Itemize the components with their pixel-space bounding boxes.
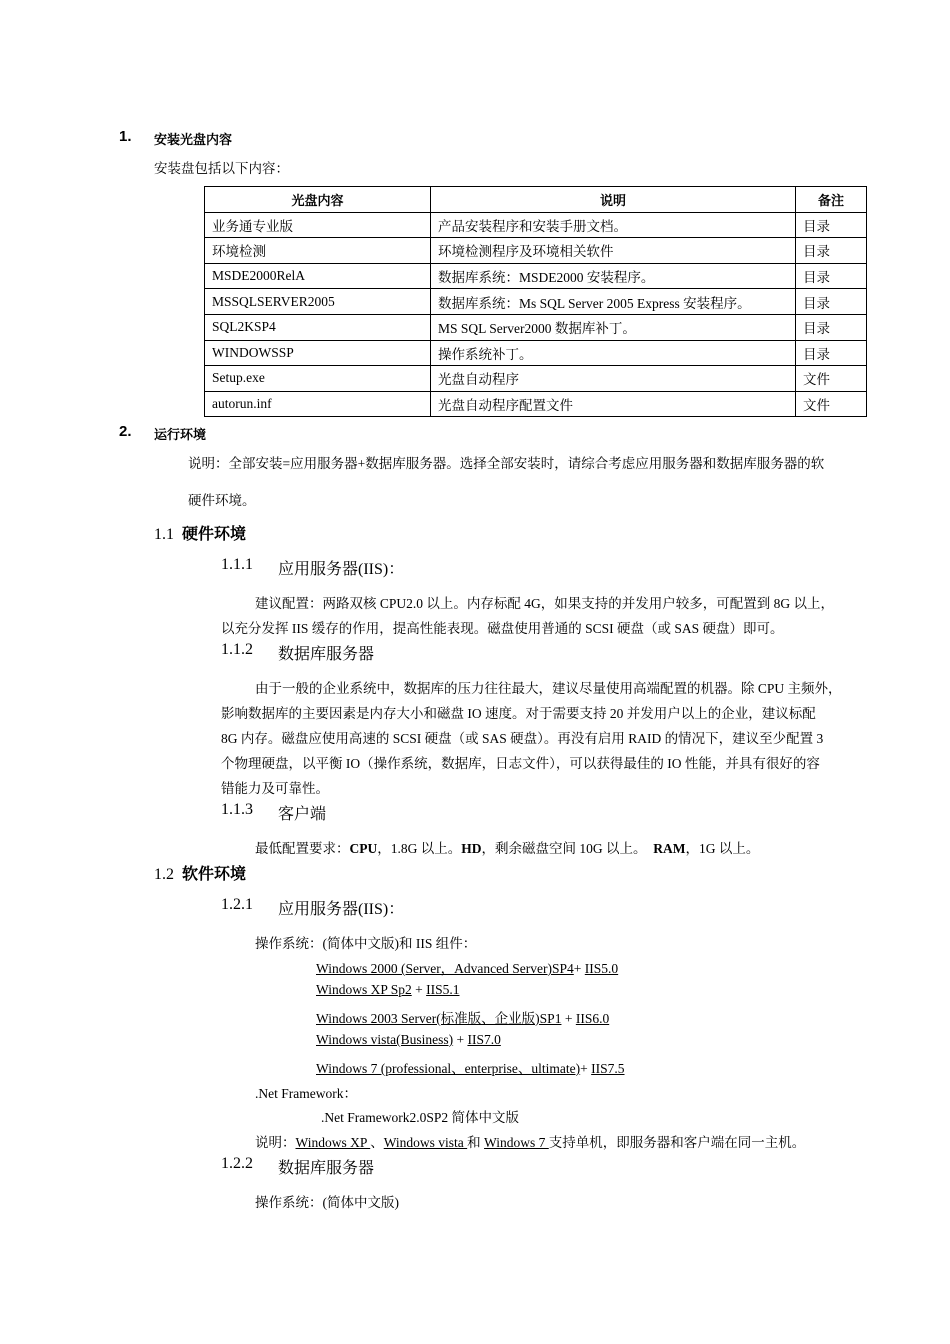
section-1-number: 1. xyxy=(119,128,132,145)
heading-1-1-number: 1.1 xyxy=(154,526,174,543)
section-2-note-line1: 说明：全部安装=应用服务器+数据库服务器。选择全部安装时，请综合考虑应用服务器和数据库服务器的软 xyxy=(188,456,825,471)
table-cell: 目录 xyxy=(796,238,867,264)
note-link-windows-vista[interactable]: Windows vista xyxy=(383,1135,468,1150)
iis-link[interactable]: IIS7.5 xyxy=(591,1061,625,1076)
note-prefix: 说明： xyxy=(255,1135,296,1150)
heading-1-2-number: 1.2 xyxy=(154,866,174,883)
table-cell: 数据库系统：Ms SQL Server 2005 Express 安装程序。 xyxy=(431,289,796,315)
os-list-item xyxy=(316,982,459,998)
os-link[interactable]: Windows 2000 (Server，Advanced Server)SP4 xyxy=(316,961,574,976)
table-cell: MS SQL Server2000 数据库补丁。 xyxy=(431,314,796,340)
os-plus: + xyxy=(561,1011,576,1026)
heading-1-1-2-number: 1.1.2 xyxy=(221,641,253,658)
heading-1-2-1-number: 1.2.1 xyxy=(221,896,253,913)
os-plus: + xyxy=(580,1061,592,1076)
iis-link[interactable]: IIS7.0 xyxy=(467,1032,501,1047)
os-link[interactable]: Windows vista(Business) xyxy=(316,1032,454,1047)
heading-1-2-2-number: 1.2.2 xyxy=(221,1155,253,1172)
header-remark: 备注 xyxy=(796,187,867,213)
table-cell: 光盘自动程序 xyxy=(431,366,796,392)
table-cell: autorun.inf xyxy=(205,391,431,417)
os-plus: + xyxy=(411,982,427,997)
net-framework-value: .Net Framework2.0SP2 简体中文版 xyxy=(321,1110,519,1125)
table-cell: 目录 xyxy=(796,212,867,238)
os-plus: + xyxy=(453,1032,468,1047)
client-req-hd-value: ，剩余磁盘空间 10G 以上。 xyxy=(481,841,650,856)
client-requirements xyxy=(255,837,759,857)
client-req-cpu-value: ，1.8G 以上。 xyxy=(377,841,462,856)
table-cell: 目录 xyxy=(796,289,867,315)
table-row xyxy=(205,314,867,340)
heading-1-1-3-number: 1.1.3 xyxy=(221,801,253,818)
net-framework-label: .Net Framework： xyxy=(255,1086,357,1101)
table-row xyxy=(205,340,867,366)
note-sep: 和 xyxy=(467,1135,485,1150)
iis-link[interactable]: IIS5.0 xyxy=(584,961,619,976)
client-req-hd-label: HD xyxy=(461,841,482,856)
section-2-number: 2. xyxy=(119,423,132,440)
heading-1-1-1-number: 1.1.1 xyxy=(221,556,253,573)
section-1-intro: 安装盘包括以下内容： xyxy=(154,161,289,176)
table-cell: 文件 xyxy=(796,391,867,417)
os-list-item xyxy=(316,1032,501,1048)
para-1-1-2-line2: 影响数据库的主要因素是内存大小和磁盘 IO 速度。对于需要支持 20 并发用户以上的企业，建议标配 xyxy=(221,706,816,721)
section-2-note-line2: 硬件环境。 xyxy=(188,493,256,508)
heading-1-2 xyxy=(154,861,246,884)
client-req-cpu-label: CPU xyxy=(349,841,378,856)
client-req-ram-value: ，1G 以上。 xyxy=(685,841,760,856)
para-1-1-2-line4: 个物理硬盘，以平衡 IO（操作系统，数据库，日志文件），可以获得最佳的 IO 性能，并具有很好的容 xyxy=(221,756,820,771)
os-link[interactable]: Windows 7 (professional、enterprise、ultimate) xyxy=(316,1061,581,1076)
heading-1-2-title: 软件环境 xyxy=(182,866,247,883)
note-link-windows-7[interactable]: Windows 7 xyxy=(484,1135,549,1150)
table-cell: 操作系统补丁。 xyxy=(431,340,796,366)
heading-1-2-2-title: 数据库服务器 xyxy=(278,1160,375,1177)
para-1-1-2-line5: 错能力及可靠性。 xyxy=(221,781,329,796)
os-plus: + xyxy=(573,961,585,976)
table-row xyxy=(205,263,867,289)
db-os-requirement-line: 操作系统：(简体中文版) xyxy=(255,1195,399,1210)
os-link[interactable]: Windows XP Sp2 xyxy=(316,982,412,997)
para-1-1-1-line1: 建议配置：两路双核 CPU2.0 以上。内存标配 4G，如果支持的并发用户较多，可配置到 8G 以上， xyxy=(255,596,835,611)
note-sep: 、 xyxy=(370,1135,384,1150)
note-suffix: 支持单机，即服务器和客户端在同一主机。 xyxy=(548,1135,806,1150)
table-cell: Setup.exe xyxy=(205,366,431,392)
para-1-1-2-line3: 8G 内存。磁盘应使用高速的 SCSI 硬盘（或 SAS 硬盘）。再没有启用 RAID 的情况下，建议至少配置 3 xyxy=(221,731,824,746)
table-cell: 目录 xyxy=(796,340,867,366)
iis-link[interactable]: IIS6.0 xyxy=(575,1011,610,1026)
client-req-prefix: 最低配置要求： xyxy=(255,841,350,856)
table-cell: 目录 xyxy=(796,263,867,289)
para-1-1-1-line2: 以充分发挥 IIS 缓存的作用，提高性能表现。磁盘使用普通的 SCSI 硬盘（或 SAS 硬盘）即可。 xyxy=(221,621,784,636)
table-cell: 文件 xyxy=(796,366,867,392)
os-list-item xyxy=(316,957,618,977)
table-cell: 光盘自动程序配置文件 xyxy=(431,391,796,417)
table-cell: 业务通专业版 xyxy=(205,212,431,238)
iis-link[interactable]: IIS5.1 xyxy=(426,982,460,997)
table-row xyxy=(205,391,867,417)
table-row xyxy=(205,289,867,315)
section-1-title: 安装光盘内容 xyxy=(154,132,233,147)
table-cell: 数据库系统：MSDE2000 安装程序。 xyxy=(431,263,796,289)
os-requirement-line: 操作系统：(简体中文版)和 IIS 组件： xyxy=(255,936,477,951)
table-cell: 环境检测 xyxy=(205,238,431,264)
table-cell: SQL2KSP4 xyxy=(205,314,431,340)
disc-contents-table xyxy=(204,186,867,417)
header-description: 说明 xyxy=(431,187,796,213)
note-link-windows-xp[interactable]: Windows XP xyxy=(295,1135,371,1150)
heading-1-2-1-title: 应用服务器(IIS)： xyxy=(278,901,405,918)
standalone-note xyxy=(255,1131,805,1151)
client-req-ram-label: RAM xyxy=(653,841,686,856)
os-list-item xyxy=(316,1007,609,1027)
os-list-item xyxy=(316,1057,625,1077)
table-cell: MSSQLSERVER2005 xyxy=(205,289,431,315)
heading-1-1-3-title: 客户端 xyxy=(278,806,327,823)
table-cell: 产品安装程序和安装手册文档。 xyxy=(431,212,796,238)
table-cell: WINDOWSSP xyxy=(205,340,431,366)
os-link[interactable]: Windows 2003 Server(标准版、企业版)SP1 xyxy=(316,1011,562,1026)
table-header-row xyxy=(205,187,867,213)
table-row xyxy=(205,238,867,264)
table-cell: MSDE2000RelA xyxy=(205,263,431,289)
table-row xyxy=(205,212,867,238)
heading-1-1-1-title: 应用服务器(IIS)： xyxy=(278,561,405,578)
heading-1-1 xyxy=(154,521,246,544)
para-1-1-2-line1: 由于一般的企业系统中，数据库的压力往往最大，建议尽量使用高端配置的机器。除 CPU 主频外， xyxy=(255,681,842,696)
table-row xyxy=(205,366,867,392)
section-2-title: 运行环境 xyxy=(154,427,207,442)
table-cell: 目录 xyxy=(796,314,867,340)
heading-1-1-title: 硬件环境 xyxy=(182,526,247,543)
heading-1-1-2-title: 数据库服务器 xyxy=(278,646,375,663)
header-disc-content: 光盘内容 xyxy=(205,187,431,213)
table-cell: 环境检测程序及环境相关软件 xyxy=(431,238,796,264)
